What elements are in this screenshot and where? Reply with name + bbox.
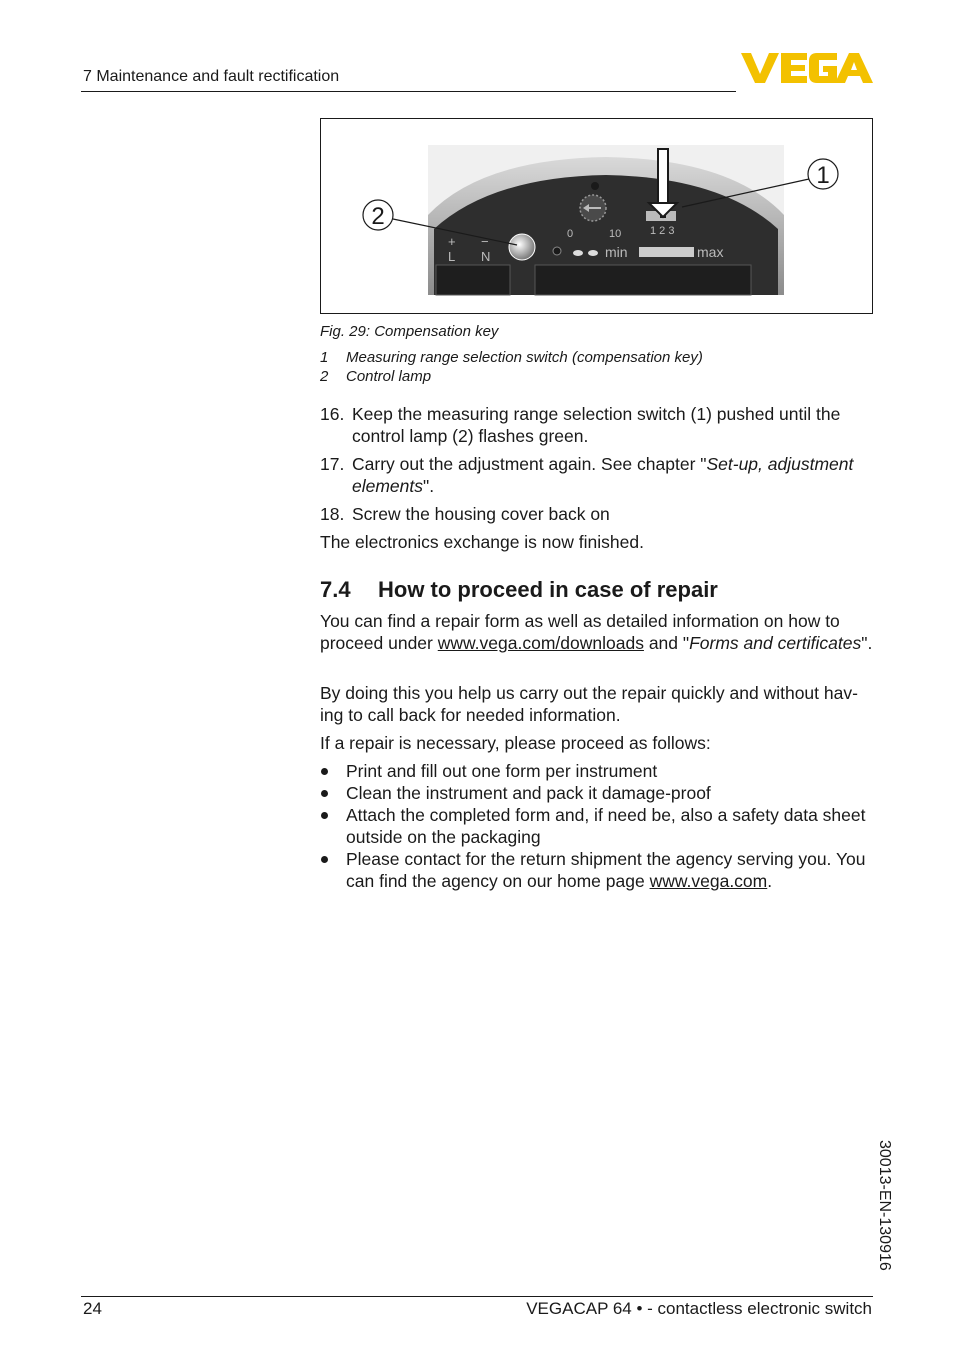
bullet-icon	[321, 856, 328, 863]
callout-1-number: 1	[816, 162, 830, 189]
list-item: Clean the instrument and pack it damage-proof	[320, 782, 880, 804]
max-label: max	[697, 244, 724, 260]
downloads-link[interactable]: www.vega.com/downloads	[437, 633, 644, 653]
callout-2-number: 2	[371, 203, 385, 230]
running-header: 7 Maintenance and fault rectification	[83, 68, 340, 85]
step-18: 18. Screw the housing cover back on	[320, 504, 610, 524]
legend-item: 1 Measuring range selection switch (compensation key)	[320, 349, 703, 366]
dial-max-label: 10	[609, 228, 622, 240]
exchange-finished-text: The electronics exchange is now finished.	[320, 532, 644, 552]
plus-label: +	[448, 234, 456, 249]
terminal-l-label: L	[448, 249, 456, 264]
min-label: min	[605, 244, 628, 260]
compensation-key-figure	[320, 118, 873, 314]
step-16: 16. Keep the measuring range selection switch (1) pushed until the control lamp (2) flashes green.	[320, 404, 841, 446]
footer-rule	[81, 1296, 873, 1297]
terminal-n-label: N	[481, 249, 491, 264]
vega-logo	[741, 52, 873, 84]
bullet-icon	[321, 790, 328, 797]
control-lamp	[509, 234, 535, 260]
switch-positions: 1 2 3	[650, 225, 675, 237]
step-17: 17. Carry out the adjustment again. See chapter "Set-up, adjustment elements".	[320, 454, 854, 496]
minus-label: −	[481, 234, 489, 249]
repair-steps-list	[320, 760, 880, 892]
document-id: 30013-EN-130916	[876, 1140, 893, 1271]
page-number: 24	[83, 1299, 102, 1318]
figure-caption: Fig. 29: Compensation key	[320, 323, 499, 340]
footer-product: VEGACAP 64 • - contactless electronic switch	[526, 1299, 872, 1318]
bullet-icon	[321, 812, 328, 819]
instrument-photo	[321, 119, 873, 314]
list-item: Please contact for the return shipment the agency serving you. You can find the agency on our home page www.vega.com.	[320, 848, 880, 892]
header-rule	[81, 91, 736, 92]
section-heading: 7.4 How to proceed in case of repair	[320, 577, 718, 602]
bullet-icon	[321, 768, 328, 775]
repair-quickly-paragraph: By doing this you help us carry out the repair quickly and without having to call back for needed information.	[320, 683, 858, 725]
repair-necessary-paragraph: If a repair is necessary, please proceed as follows:	[320, 733, 711, 753]
list-item: Print and fill out one form per instrument	[320, 760, 880, 782]
vega-home-link[interactable]: www.vega.com	[649, 871, 768, 891]
list-item: Attach the completed form and, if need be, also a safety data sheet outside on the packaging	[320, 804, 880, 848]
legend-item: 2 Control lamp	[320, 368, 432, 385]
repair-form-paragraph: You can find a repair form as well as detailed information on how to proceed under www.vega.com/downloads and "Forms and certificates".	[320, 611, 873, 653]
dial-min-label: 0	[567, 228, 574, 240]
